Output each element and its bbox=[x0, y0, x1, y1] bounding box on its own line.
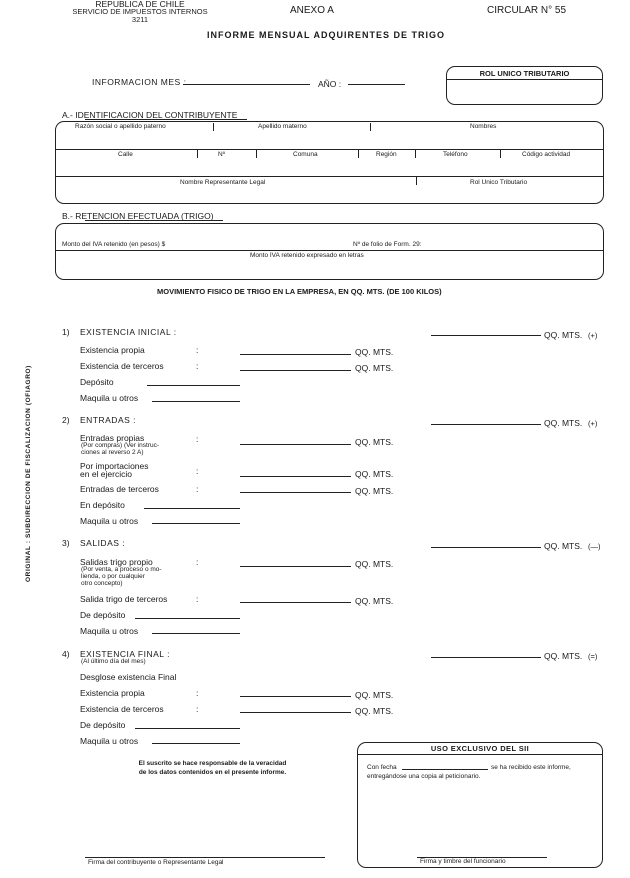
s1-unit: QQ. MTS. bbox=[544, 330, 583, 340]
s2-propias-note2: ciones al reverso 2 A) bbox=[81, 449, 144, 456]
year-field[interactable] bbox=[348, 84, 405, 85]
colon: : bbox=[196, 688, 199, 698]
sii-fecha-field[interactable] bbox=[402, 769, 488, 770]
rut-label: Rol Unico Tributario bbox=[470, 179, 528, 186]
divider bbox=[197, 150, 198, 158]
nombres-label: Nombres bbox=[470, 123, 497, 130]
s2-deposito-field[interactable] bbox=[144, 508, 240, 509]
calle-label: Calle bbox=[118, 151, 133, 158]
s4-title: EXISTENCIA FINAL : bbox=[80, 649, 170, 659]
s2-terceros-unit: QQ. MTS. bbox=[355, 486, 394, 496]
s4-terceros-field[interactable] bbox=[240, 712, 351, 713]
s1-deposito-label: Depósito bbox=[80, 377, 114, 387]
s4-propia-field[interactable] bbox=[240, 696, 351, 697]
numero-label: Nº bbox=[218, 151, 226, 158]
s3-note1: (Por venta, a proceso o mo- bbox=[81, 566, 162, 573]
s4-terceros-unit: QQ. MTS. bbox=[355, 706, 394, 716]
s4-maquila-label: Maquila u otros bbox=[80, 736, 139, 746]
s2-sign: (+) bbox=[588, 419, 598, 428]
s3-propio-unit: QQ. MTS. bbox=[355, 559, 394, 569]
s3-maquila-label: Maquila u otros bbox=[80, 626, 139, 636]
section-a-underline bbox=[85, 119, 247, 120]
s4-desglose-label: Desglose existencia Final bbox=[80, 672, 177, 682]
sii-box-divider bbox=[357, 754, 603, 755]
contrib-sign-line[interactable] bbox=[85, 857, 325, 858]
s2-propias-note1: (Por compras) (Ver instruc- bbox=[81, 442, 160, 449]
s2-unit: QQ. MTS. bbox=[544, 418, 583, 428]
s1-terceros-label: Existencia de terceros bbox=[80, 361, 164, 371]
s1-title: EXISTENCIA INICIAL : bbox=[80, 327, 177, 337]
monto-label: Monto del IVA retenido (en pesos) $ bbox=[62, 241, 166, 248]
divider bbox=[213, 123, 214, 131]
divider bbox=[358, 150, 359, 158]
s3-unit: QQ. MTS. bbox=[544, 541, 583, 551]
s2-deposito-label: En depósito bbox=[80, 500, 125, 510]
s4-num: 4) bbox=[62, 649, 70, 659]
s4-total-field[interactable] bbox=[431, 657, 541, 658]
divider bbox=[415, 150, 416, 158]
s2-propias-unit: QQ. MTS. bbox=[355, 437, 394, 447]
s3-note3: otro concepto) bbox=[81, 580, 123, 587]
divider bbox=[416, 177, 417, 185]
s4-deposito-field[interactable] bbox=[135, 728, 240, 729]
colon: : bbox=[196, 557, 199, 567]
monto-letras-label: Monto IVA retenido expresado en letras bbox=[250, 252, 364, 259]
divider bbox=[500, 150, 501, 158]
s3-deposito-label: De depósito bbox=[80, 610, 126, 620]
section-b-underline bbox=[85, 220, 223, 221]
s1-sign: (+) bbox=[588, 331, 598, 340]
s3-terceros-unit: QQ. MTS. bbox=[355, 596, 394, 606]
s1-propia-label: Existencia propia bbox=[80, 345, 145, 355]
s4-propia-label: Existencia propia bbox=[80, 688, 145, 698]
s3-note2: lienda, o por cualquier bbox=[81, 573, 145, 580]
form-code: 3211 bbox=[131, 15, 149, 24]
s2-terceros-field[interactable] bbox=[240, 492, 351, 493]
s3-terceros-field[interactable] bbox=[240, 602, 351, 603]
declaration-text bbox=[110, 759, 315, 777]
colon: : bbox=[196, 704, 199, 714]
agency-name: SERVICIO DE IMPUESTOS INTERNOS bbox=[72, 7, 208, 16]
s3-terceros-label: Salida trigo de terceros bbox=[80, 594, 168, 604]
s2-propias-field[interactable] bbox=[240, 444, 351, 445]
s2-total-field[interactable] bbox=[431, 424, 541, 425]
movimiento-title: MOVIMIENTO FISICO DE TRIGO EN LA EMPRESA, EN QQ. MTS. (DE 100 KILOS) bbox=[157, 287, 442, 296]
s3-propio-field[interactable] bbox=[240, 566, 351, 567]
comuna-label: Comuna bbox=[293, 151, 318, 158]
row-divider bbox=[55, 250, 604, 251]
colon: : bbox=[196, 361, 199, 371]
s1-propia-unit: QQ. MTS. bbox=[355, 347, 394, 357]
sii-received-text: se ha recibido este informe, bbox=[491, 764, 571, 771]
codigo-actividad-label: Código actividad bbox=[522, 151, 571, 158]
side-distribution-text: ORIGINAL : SUBDIRECCION DE FISCALIZACION (OFIAGRO) bbox=[25, 365, 32, 582]
s3-title: SALIDAS : bbox=[80, 538, 126, 548]
s1-total-field[interactable] bbox=[431, 335, 541, 336]
year-label: AÑO : bbox=[318, 79, 342, 89]
colon: : bbox=[196, 594, 199, 604]
s2-maquila-field[interactable] bbox=[152, 523, 240, 524]
s1-deposito-field[interactable] bbox=[147, 385, 240, 386]
s2-import-label1: Por importaciones bbox=[80, 461, 149, 471]
s4-propia-unit: QQ. MTS. bbox=[355, 690, 394, 700]
s2-num: 2) bbox=[62, 415, 70, 425]
s2-terceros-label: Entradas de terceros bbox=[80, 484, 159, 494]
month-label: INFORMACION MES : bbox=[92, 77, 187, 87]
representante-label: Nombre Representante Legal bbox=[180, 179, 266, 186]
s1-terceros-unit: QQ. MTS. bbox=[355, 363, 394, 373]
declaration-line1: El suscrito se hace responsable de la veracidad bbox=[138, 760, 287, 767]
month-field[interactable] bbox=[183, 84, 310, 85]
circular-label: CIRCULAR N° 55 bbox=[487, 5, 567, 16]
s2-import-unit: QQ. MTS. bbox=[355, 469, 394, 479]
colon: : bbox=[196, 345, 199, 355]
section-a-title: A.- IDENTIFICACION DEL CONTRIBUYENTE bbox=[62, 110, 238, 120]
s3-propio-label: Salidas trigo propio bbox=[80, 557, 153, 567]
sii-sign-label: Firma y timbre del funcionario bbox=[420, 858, 506, 865]
annex-label: ANEXO A bbox=[290, 5, 334, 16]
divider bbox=[256, 150, 257, 158]
s2-import-label2: en el ejercicio bbox=[80, 469, 132, 479]
row-divider bbox=[55, 176, 604, 177]
s3-sign: (—) bbox=[588, 542, 601, 551]
country-name: REPUBLICA DE CHILE bbox=[95, 0, 185, 9]
s3-maquila-field[interactable] bbox=[152, 633, 240, 634]
s3-deposito-field[interactable] bbox=[135, 618, 240, 619]
sii-copy-text: entregándose una copia al peticionario. bbox=[367, 773, 481, 780]
sii-fecha-label: Con fecha bbox=[367, 764, 397, 771]
s1-terceros-field[interactable] bbox=[240, 370, 351, 371]
s2-import-field[interactable] bbox=[240, 476, 351, 477]
rut-box-title: ROL UNICO TRIBUTARIO bbox=[479, 69, 570, 78]
section-b-title: B.- RETENCION EFECTUADA (TRIGO) bbox=[62, 211, 214, 221]
s4-maquila-field[interactable] bbox=[152, 743, 240, 744]
s4-terceros-label: Existencia de terceros bbox=[80, 704, 164, 714]
header-agency-block bbox=[70, 0, 210, 24]
section-a-box bbox=[55, 121, 604, 204]
row-divider bbox=[55, 149, 604, 150]
razon-social-label: Razón social o apellido paterno bbox=[75, 123, 166, 130]
sii-box-title: USO EXCLUSIVO DEL SII bbox=[430, 744, 530, 753]
s2-title: ENTRADAS : bbox=[80, 415, 137, 425]
s4-sign: (=) bbox=[588, 652, 598, 661]
colon: : bbox=[196, 466, 199, 476]
contrib-sign-label: Firma del contribuyente o Representante Legal bbox=[88, 859, 224, 866]
apellido-materno-label: Apellido materno bbox=[258, 123, 307, 130]
sii-box bbox=[357, 742, 603, 868]
s4-note: (Al último día del mes) bbox=[81, 658, 146, 665]
colon: : bbox=[196, 434, 199, 444]
divider bbox=[370, 123, 371, 131]
form-title: INFORME MENSUAL ADQUIRENTES DE TRIGO bbox=[207, 30, 446, 40]
folio-label: Nº de folio de Form. 29: bbox=[353, 241, 422, 248]
s4-deposito-label: De depósito bbox=[80, 720, 126, 730]
s2-propias-label: Entradas propias bbox=[80, 433, 145, 443]
colon: : bbox=[196, 484, 199, 494]
declaration-line2: de los datos contenidos en el presente informe. bbox=[138, 769, 287, 776]
s3-num: 3) bbox=[62, 538, 70, 548]
s2-maquila-label: Maquila u otros bbox=[80, 516, 139, 526]
s3-total-field[interactable] bbox=[431, 547, 541, 548]
s1-maquila-label: Maquila u otros bbox=[80, 393, 139, 403]
s1-propia-field[interactable] bbox=[240, 354, 351, 355]
telefono-label: Teléfono bbox=[443, 151, 468, 158]
rut-box-divider bbox=[446, 79, 603, 80]
region-label: Región bbox=[376, 151, 397, 158]
s1-maquila-field[interactable] bbox=[152, 401, 240, 402]
s1-num: 1) bbox=[62, 327, 70, 337]
s4-unit: QQ. MTS. bbox=[544, 651, 583, 661]
